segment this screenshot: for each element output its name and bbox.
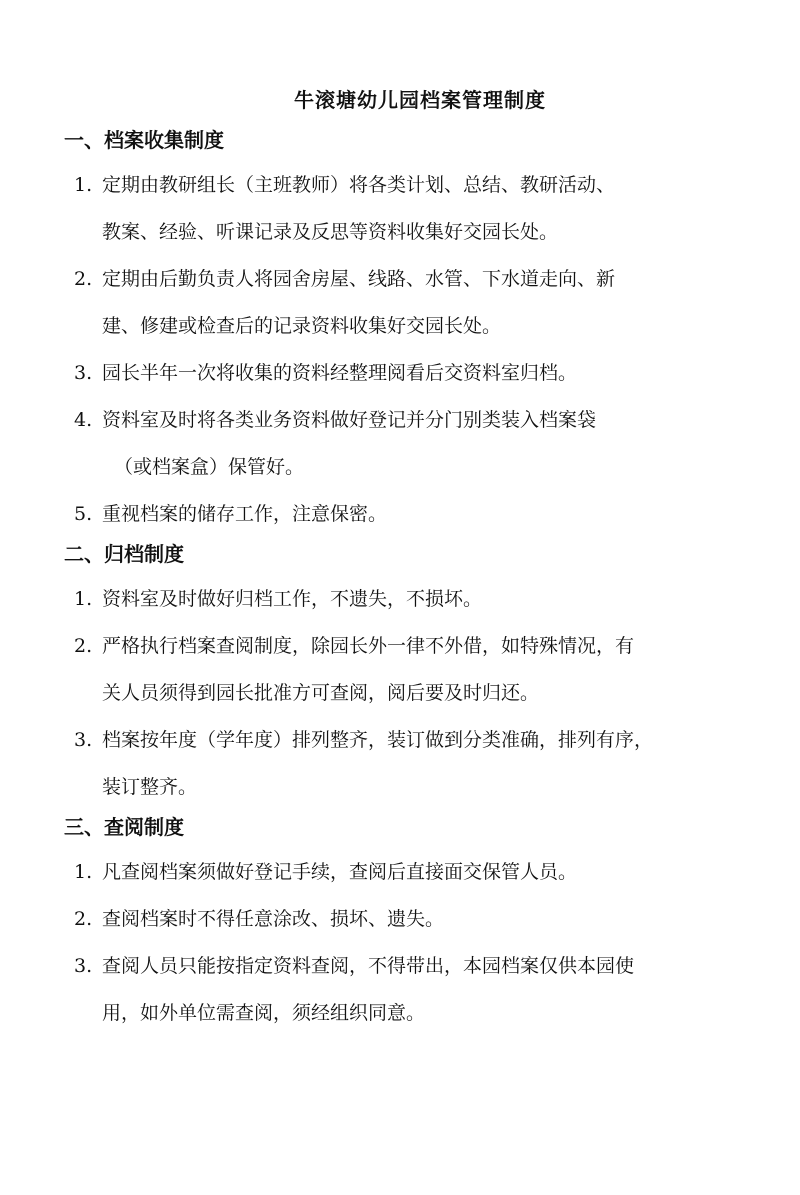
item-line: 教案、经验、听课记录及反思等资料收集好交园长处。 xyxy=(102,221,559,243)
document-body xyxy=(0,124,800,1037)
item-number: 3. xyxy=(74,955,93,977)
list-item xyxy=(0,576,800,623)
item-text xyxy=(102,162,720,256)
item-line: 查阅人员只能按指定资料查阅，不得带出，本园档案仅供本园使 xyxy=(102,955,635,977)
section-heading: 二、归档制度 xyxy=(64,542,184,566)
item-number: 2. xyxy=(74,268,93,290)
list-item xyxy=(0,491,800,538)
list-item xyxy=(0,623,800,717)
list-item xyxy=(0,350,800,397)
item-line: 用，如外单位需查阅，须经组织同意。 xyxy=(102,1002,426,1024)
item-number: 2. xyxy=(74,635,93,657)
list-item xyxy=(0,162,800,256)
item-text xyxy=(102,256,720,350)
item-line: 重视档案的储存工作，注意保密。 xyxy=(102,503,388,525)
item-text xyxy=(102,717,720,811)
item-text xyxy=(102,350,720,397)
item-text xyxy=(102,896,720,943)
list-item xyxy=(0,943,800,1037)
item-number: 1. xyxy=(74,588,93,610)
item-text xyxy=(102,397,720,491)
section-heading: 一、档案收集制度 xyxy=(64,128,224,152)
item-number: 1. xyxy=(74,174,93,196)
list-item xyxy=(0,256,800,350)
item-text xyxy=(102,849,720,896)
item-line: 档案按年度（学年度）排列整齐，装订做到分类准确，排列有序， xyxy=(102,729,654,751)
item-number: 1. xyxy=(74,861,93,883)
item-number: 5. xyxy=(74,503,93,525)
item-line: 资料室及时做好归档工作，不遗失，不损坏。 xyxy=(102,588,483,610)
item-line: 建、修建或检查后的记录资料收集好交园长处。 xyxy=(102,315,502,337)
item-line: 关人员须得到园长批准方可查阅，阅后要及时归还。 xyxy=(102,682,540,704)
document-title: 牛滚塘幼儿园档案管理制度 xyxy=(294,88,546,112)
item-line: 凡查阅档案须做好登记手续，查阅后直接面交保管人员。 xyxy=(102,861,578,883)
item-number: 4. xyxy=(74,409,93,431)
item-line: 装订整齐。 xyxy=(102,776,198,798)
list-item xyxy=(0,397,800,491)
item-line: （或档案盒）保管好。 xyxy=(114,456,305,478)
list-item xyxy=(0,849,800,896)
item-number: 3. xyxy=(74,729,93,751)
item-line: 严格执行档案查阅制度，除园长外一律不外借，如特殊情况，有 xyxy=(102,635,635,657)
item-line: 园长半年一次将收集的资料经整理阅看后交资料室归档。 xyxy=(102,362,578,384)
section-heading: 三、查阅制度 xyxy=(64,815,184,839)
item-line: 定期由教研组长（主班教师）将各类计划、总结、教研活动、 xyxy=(102,174,616,196)
item-line: 定期由后勤负责人将园舍房屋、线路、水管、下水道走向、新 xyxy=(102,268,616,290)
item-line: 资料室及时将各类业务资料做好登记并分门别类装入档案袋 xyxy=(102,409,597,431)
item-line: 查阅档案时不得任意涂改、损坏、遗失。 xyxy=(102,908,445,930)
item-text xyxy=(102,623,720,717)
list-item xyxy=(0,896,800,943)
item-text xyxy=(102,943,720,1037)
item-text xyxy=(102,576,720,623)
item-text xyxy=(102,491,720,538)
item-number: 2. xyxy=(74,908,93,930)
item-number: 3. xyxy=(74,362,93,384)
list-item xyxy=(0,717,800,811)
